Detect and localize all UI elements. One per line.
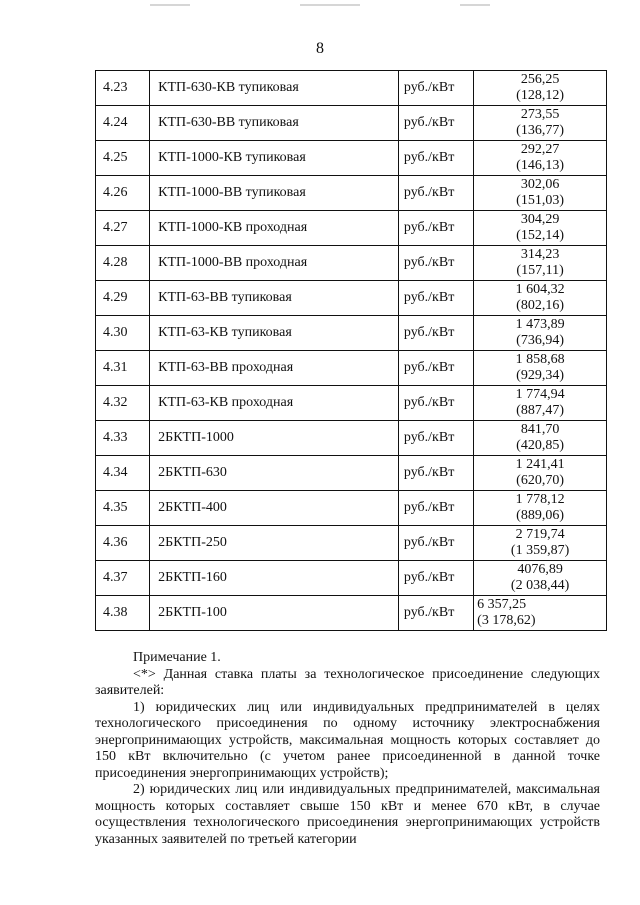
table-row [96, 316, 607, 351]
row-value [474, 176, 607, 211]
row-value-main: 304,29 [520, 212, 560, 227]
row-unit: руб./кВт [398, 71, 473, 106]
table-row [96, 351, 607, 386]
note-section [95, 650, 600, 848]
row-name: КТП-1000-КВ тупиковая [150, 141, 399, 176]
row-unit: руб./кВт [398, 246, 473, 281]
table-row [96, 281, 607, 316]
row-name: КТП-1000-КВ проходная [150, 211, 399, 246]
table-row [96, 456, 607, 491]
row-value-main: 1 858,68 [515, 352, 565, 367]
row-unit: руб./кВт [398, 386, 473, 421]
row-name: КТП-63-ВВ проходная [150, 351, 399, 386]
row-value-secondary: (128,12) [516, 88, 564, 103]
row-value-main: 1 604,32 [515, 282, 565, 297]
row-value [474, 246, 607, 281]
row-value-secondary: (887,47) [516, 403, 564, 418]
table-row [96, 421, 607, 456]
row-value [474, 141, 607, 176]
row-value-main: 273,55 [520, 107, 560, 122]
table-row [96, 386, 607, 421]
row-value-main: 2 719,74 [515, 527, 565, 542]
row-value [474, 386, 607, 421]
row-name: КТП-63-ВВ тупиковая [150, 281, 399, 316]
note-paragraph-3: 2) юридических лиц или индивидуальных предпринимателей, максимальная мощность которых составляет свыше 150 кВт и менее 670 кВт, в случае осуществления технологического присоединения энергопринимающих устройств указанных заявителей по третьей категории [95, 782, 600, 847]
row-value-main: 1 241,41 [515, 457, 565, 472]
row-name: 2БКТП-100 [150, 596, 399, 631]
row-value-main: 302,06 [520, 177, 560, 192]
page-number: 8 [316, 40, 324, 57]
row-number: 4.35 [96, 491, 150, 526]
row-value [474, 351, 607, 386]
row-value-secondary: (2 038,44) [510, 578, 570, 593]
row-unit: руб./кВт [398, 596, 473, 631]
table-row [96, 211, 607, 246]
row-value-secondary: (157,11) [516, 263, 564, 278]
table-row [96, 71, 607, 106]
row-name: 2БКТП-630 [150, 456, 399, 491]
row-value [474, 106, 607, 141]
row-unit: руб./кВт [398, 176, 473, 211]
row-unit: руб./кВт [398, 456, 473, 491]
row-number: 4.31 [96, 351, 150, 386]
row-value-main: 292,27 [520, 142, 560, 157]
row-number: 4.26 [96, 176, 150, 211]
scan-artifact [460, 4, 490, 6]
row-name: 2БКТП-1000 [150, 421, 399, 456]
row-name: 2БКТП-160 [150, 561, 399, 596]
row-value-secondary: (802,16) [516, 298, 564, 313]
row-value-secondary: (151,03) [516, 193, 564, 208]
row-number: 4.29 [96, 281, 150, 316]
row-unit: руб./кВт [398, 421, 473, 456]
row-name: 2БКТП-250 [150, 526, 399, 561]
row-unit: руб./кВт [398, 281, 473, 316]
row-unit: руб./кВт [398, 561, 473, 596]
row-unit: руб./кВт [398, 526, 473, 561]
table-row [96, 246, 607, 281]
row-value [474, 316, 607, 351]
row-unit: руб./кВт [398, 351, 473, 386]
row-value [474, 211, 607, 246]
row-value-main: 1 778,12 [515, 492, 565, 507]
table-row [96, 106, 607, 141]
row-name: КТП-1000-ВВ тупиковая [150, 176, 399, 211]
row-number: 4.34 [96, 456, 150, 491]
row-unit: руб./кВт [398, 491, 473, 526]
row-value-secondary: (736,94) [516, 333, 564, 348]
row-number: 4.37 [96, 561, 150, 596]
row-value [474, 596, 607, 631]
scan-artifact [300, 4, 360, 6]
row-value-secondary: (620,70) [516, 473, 564, 488]
tariff-table [95, 70, 607, 631]
row-unit: руб./кВт [398, 316, 473, 351]
table-row [96, 176, 607, 211]
scan-artifact [150, 4, 190, 6]
row-value [474, 71, 607, 106]
row-number: 4.27 [96, 211, 150, 246]
row-unit: руб./кВт [398, 106, 473, 141]
table-row [96, 491, 607, 526]
row-value [474, 526, 607, 561]
row-number: 4.33 [96, 421, 150, 456]
row-value-secondary: (136,77) [516, 123, 564, 138]
row-value-secondary: (3 178,62) [477, 613, 536, 628]
row-value-secondary: (889,06) [516, 508, 564, 523]
row-number: 4.30 [96, 316, 150, 351]
row-value [474, 421, 607, 456]
row-value-main: 6 357,25 [477, 597, 527, 612]
row-value-main: 256,25 [520, 72, 560, 87]
row-name: КТП-63-КВ тупиковая [150, 316, 399, 351]
row-value-secondary: (152,14) [516, 228, 564, 243]
row-number: 4.32 [96, 386, 150, 421]
row-value-secondary: (929,34) [516, 368, 564, 383]
row-value [474, 456, 607, 491]
row-value [474, 561, 607, 596]
row-value-main: 4076,89 [517, 562, 563, 577]
row-number: 4.36 [96, 526, 150, 561]
row-name: КТП-1000-ВВ проходная [150, 246, 399, 281]
row-name: КТП-63-КВ проходная [150, 386, 399, 421]
row-number: 4.28 [96, 246, 150, 281]
row-number: 4.24 [96, 106, 150, 141]
table-row [96, 526, 607, 561]
row-unit: руб./кВт [398, 141, 473, 176]
note-paragraph-1: <*> Данная ставка платы за технологическое присоединение следующих заявителей: [95, 666, 600, 698]
row-value-secondary: (146,13) [516, 158, 564, 173]
row-value-main: 1 473,89 [515, 317, 565, 332]
row-number: 4.38 [96, 596, 150, 631]
table-row [96, 596, 607, 631]
row-name: КТП-630-КВ тупиковая [150, 71, 399, 106]
row-value [474, 281, 607, 316]
row-name: КТП-630-ВВ тупиковая [150, 106, 399, 141]
row-number: 4.23 [96, 71, 150, 106]
row-unit: руб./кВт [398, 211, 473, 246]
row-value-main: 1 774,94 [515, 387, 565, 402]
note-title: Примечание 1. [133, 650, 221, 665]
row-value-secondary: (420,85) [516, 438, 564, 453]
row-value [474, 491, 607, 526]
row-value-main: 314,23 [520, 247, 560, 262]
row-name: 2БКТП-400 [150, 491, 399, 526]
table-row [96, 561, 607, 596]
row-value-main: 841,70 [520, 422, 560, 437]
note-paragraph-2: 1) юридических лиц или индивидуальных предпринимателей в целях технологического присоединения по одному источнику электроснабжения энергопринимающих устройств, максимальная мощность которых составляет до 150 кВт включительно (с учетом ранее присоединенной в данной точке присоединения энергопринимающих устройств); [95, 699, 600, 781]
row-number: 4.25 [96, 141, 150, 176]
row-value-secondary: (1 359,87) [510, 543, 570, 558]
table-row [96, 141, 607, 176]
